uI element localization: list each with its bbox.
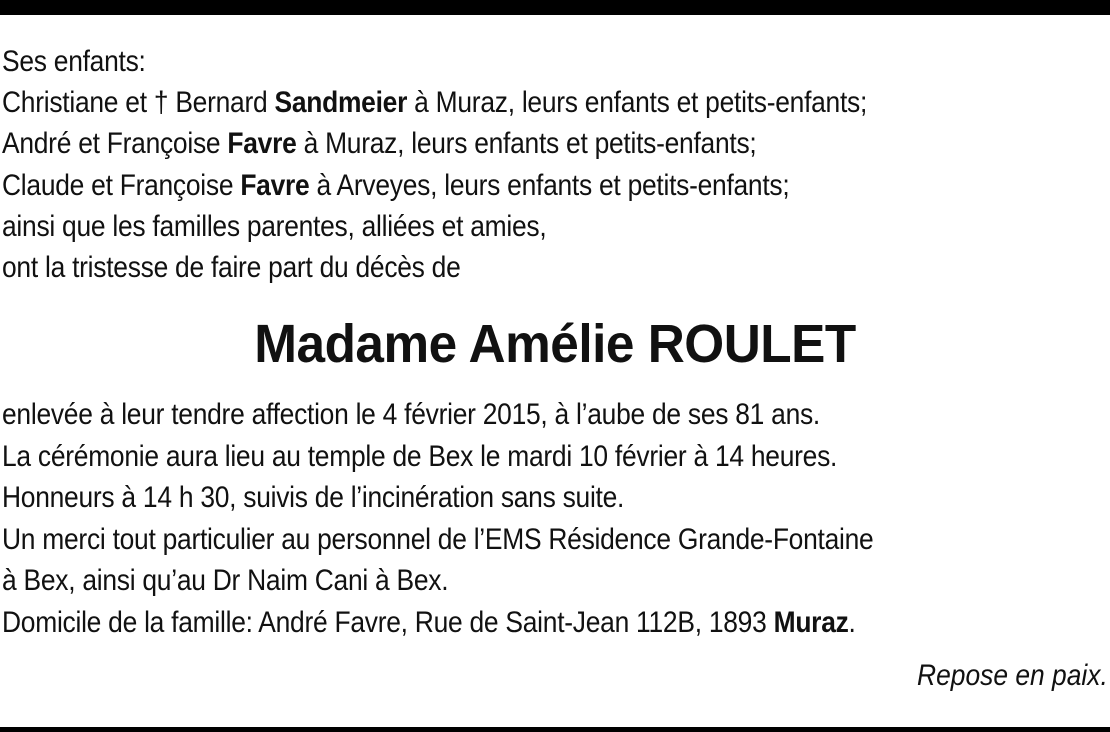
bottom-border-rule xyxy=(0,727,1110,732)
families-line: ainsi que les familles parentes, alliées et amies, xyxy=(2,210,547,243)
details-line-1: enlevée à leur tendre affection le 4 février 2015, à l’aube de ses 81 ans. xyxy=(2,398,821,431)
family-3-names: Claude et Françoise xyxy=(2,169,241,202)
domicile-town: Muraz xyxy=(773,606,849,639)
intro-heading: Ses enfants: xyxy=(2,45,146,78)
announcement-line: ont la tristesse de faire part du décès de xyxy=(2,251,461,284)
family-3-surname: Favre xyxy=(240,169,310,202)
deceased-name: Madame Amélie ROULET xyxy=(254,314,856,374)
family-line-2 xyxy=(2,124,756,164)
details-line-3: Honneurs à 14 h 30, suivis de l’incinération sans suite. xyxy=(2,481,625,514)
family-1-rest: à Muraz, leurs enfants et petits-enfants; xyxy=(407,86,868,119)
details-line-5: à Bex, ainsi qu’au Dr Naim Cani à Bex. xyxy=(2,564,449,597)
top-border-rule xyxy=(0,0,1110,15)
closing-phrase: Repose en paix. xyxy=(917,659,1108,692)
family-line-3 xyxy=(2,166,789,206)
domicile-prefix: Domicile de la famille: André Favre, Rue de Saint-Jean 112B, 1893 xyxy=(2,606,774,639)
family-2-names: André et Françoise xyxy=(2,127,228,160)
family-line-1 xyxy=(2,83,867,123)
details-line-2: La cérémonie aura lieu au temple de Bex le mardi 10 février à 14 heures. xyxy=(2,440,838,473)
family-1-surname: Sandmeier xyxy=(274,86,408,119)
domicile-line xyxy=(2,603,856,643)
details-line-4: Un merci tout particulier au personnel de l’EMS Résidence Grande-Fontaine xyxy=(2,523,874,556)
family-2-surname: Favre xyxy=(227,127,297,160)
family-2-rest: à Muraz, leurs enfants et petits-enfants; xyxy=(296,127,757,160)
domicile-suffix: . xyxy=(848,606,856,639)
family-3-rest: à Arveyes, leurs enfants et petits-enfants; xyxy=(309,169,790,202)
family-1-names: Christiane et † Bernard xyxy=(2,86,275,119)
